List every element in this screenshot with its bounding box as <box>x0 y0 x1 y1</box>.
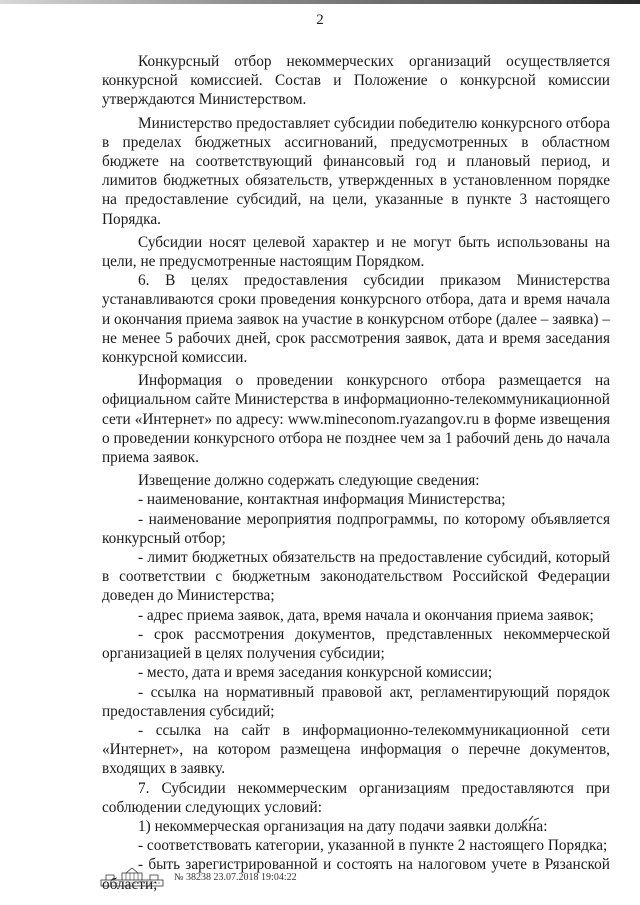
document-body <box>102 52 610 894</box>
paragraph-item-7: 7. Субсидии некоммерческим организациям предоставляются при соблюдении следующих условий: <box>102 779 610 816</box>
paragraph-notice-contents: Извещение должно содержать следующие сведения: <box>138 472 480 490</box>
list-item: - наименование, контактная информация Министерства; <box>138 491 506 509</box>
registration-footer <box>100 866 297 888</box>
list-item: - ссылка на нормативный правовой акт, регламентирующий порядок предоставления субсидий; <box>102 683 610 720</box>
list-item: - быть зарегистрированной и состоять на налоговом учете в Рязанской области; <box>102 856 610 893</box>
list-item: - соответствовать категории, указанной в пункте 2 настоящего Порядка; <box>138 837 608 855</box>
scan-top-edge <box>0 0 640 4</box>
paragraph-subitem-1: 1) некоммерческая организация на дату подачи заявки должна: <box>138 817 548 835</box>
registration-stamp <box>174 872 297 883</box>
registration-datetime: 23.07.2018 19:04:22 <box>213 871 297 883</box>
paragraph-publication-info: Информация о проведении конкурсного отбора размещается на официальном сайте Министерства в информационно-телекоммуникационной сети «Интернет» по адресу: www.mineconom.ryazangov.ru в форме извещения о проведении конкурсного отбора не позднее чем за 1 рабочий день до начала приема заявок. <box>102 372 610 467</box>
list-item: - лимит бюджетных обязательств на предоставление субсидий, который в соответствии с бюджетным законодательством Российской Федерации доведен до Министерства; <box>102 549 610 605</box>
government-building-logo-icon <box>100 867 164 887</box>
paragraph-item-6: 6. В целях предоставления субсидии приказом Министерства устанавливаются сроки проведения конкурсного отбора, дата и время начала и окончания приема заявок на участие в конкурсном отборе (далее – заявка) – не менее 5 рабочих дней, срок рассмотрения заявок, дата и время заседания конкурсной комиссии. <box>102 272 610 367</box>
list-item: - адрес приема заявок, дата, время начала и окончания приема заявок; <box>138 606 594 624</box>
paragraph-target-character: Субсидии носят целевой характер и не могут быть использованы на цели, не предусмотренные настоящим Порядком. <box>102 233 610 271</box>
page-number: 2 <box>316 12 324 28</box>
list-item: - наименование мероприятия подпрограммы, по которому объявляется конкурсный отбор; <box>102 510 610 547</box>
paragraph-ministry-subsidy: Министерство предоставляет субсидии победителю конкурсного отбора в пределах бюджетных ассигнований, предусмотренных в областном бюджете на соответствующий финансовый год и плановый период, и лимитов бюджетных обязательств, утвержденных в установленном порядке на предоставление субсидий, на цели, указанные в пункте 3 настоящего Порядка. <box>102 114 610 228</box>
list-item: - срок рассмотрения документов, представленных некоммерческой организацией в целях получения субсидии; <box>102 625 610 663</box>
document-number: 38238 <box>186 871 212 883</box>
paragraph-competition-commission: Конкурсный отбор некоммерческих организаций осуществляется конкурсной комиссией. Состав и Положение о конкурсной комиссии утверждаются Министерством. <box>102 53 610 109</box>
list-item: - ссылка на сайт в информационно-телекоммуникационной сети «Интернет», на котором размещена информация о перечне документов, входящих в заявку. <box>102 721 610 778</box>
number-sign: № <box>174 871 184 883</box>
pen-mark-icon <box>520 812 542 826</box>
list-item: - место, дата и время заседания конкурсной комиссии; <box>138 664 493 682</box>
